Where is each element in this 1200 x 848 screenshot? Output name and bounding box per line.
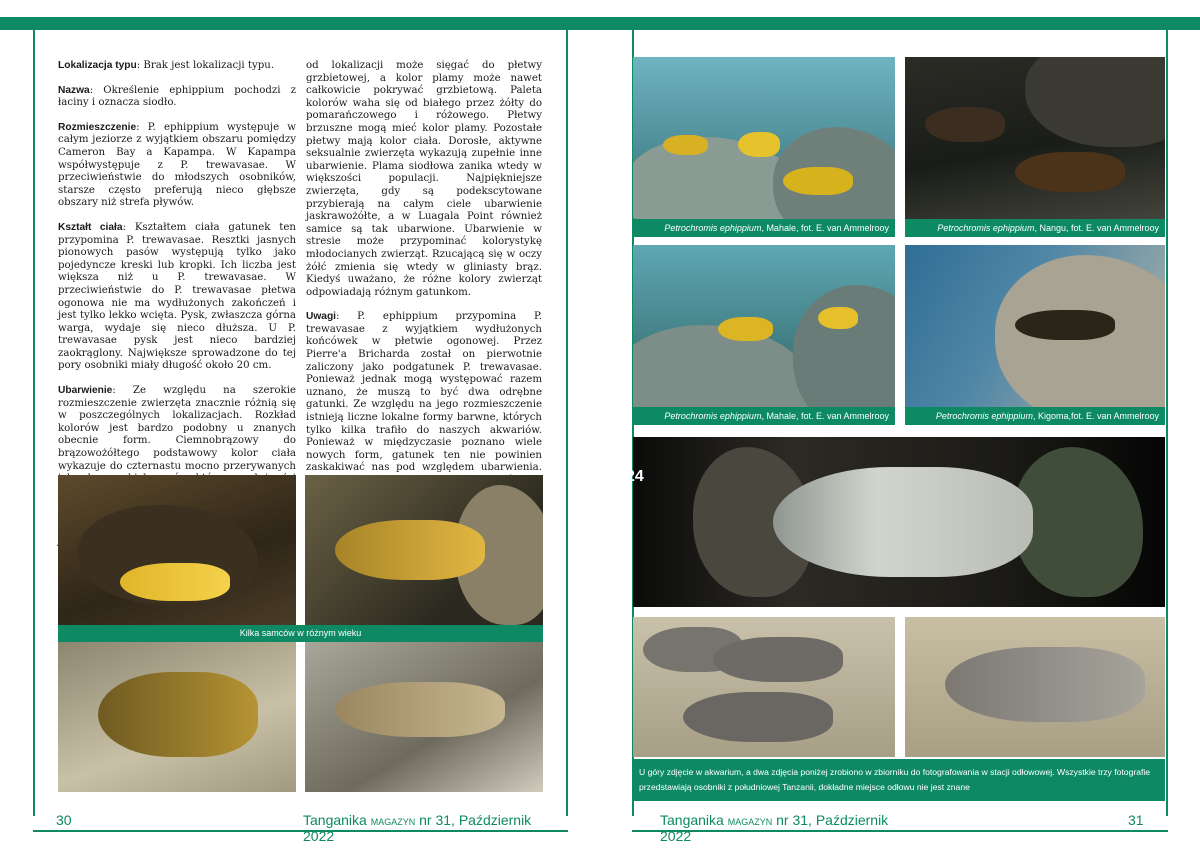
footer-line-left [33,830,568,832]
photo-yellow-male-cave [58,475,296,625]
paragraph-name: Nazwa: Określenie ephippium pochodzi z łaciny i oznacza siodło. [58,84,296,109]
photo-tank-single [905,617,1165,757]
photo-kigoma [905,245,1165,425]
paragraph-coloration: Ubarwienie: Ze względu na szerokie rozmieszczenie zwierzęta znacznie różnią się w poszczególnych lokalizacjach. Rozkład kolorów jest bardzo podobny u znanych obecnie form. Ciemnobrązowy do brązowożółtego podstawowy kolor ciała wykazuje do czternastu mocno przerywanych [58,385,296,472]
footer-line-right [632,830,1168,832]
left-page-border [33,30,35,816]
paragraph-coloration-cont: od lokalizacji może sięgać do płetwy grzbietowej, a kolor plamy może nawet całkowicie pokrywać grzbietową. Paleta kolorów waha się od białego przez żółty do pomarańczowego i różowego. Płetwy brzuszne mogą mieć kolor plamy. Pozostałe płetwy mają kolor ciała. Dorosłe, aktywne seksualnie zwierzęta wykazują zupełnie inne ubarwienie. Plama siodłowa zanika wtedy w większości populacji. Najpiękniejsze zwierzęta, gdy są podekscytowane przybierają na całym ciele ubarwienie jaskrawożółte, a w Luagala Point również samice są tak ubarwione. Ubarwienie w stresie może przypominać kolorystykę młodocianych zwierząt. Rzucającą się w oczy żółć zmienia się wtedy w gliniasty brąz. Kiedyś uważano, że różne kolory zwierząt odpowiadają różnym gatunkom. [306,60,542,298]
caption-photo-1: Petrochromis ephippium, Mahale, fot. E. van Ammelrooy [633,219,895,237]
caption-bottom-right: U góry zdjęcie w akwarium, a dwa zdjęcia poniżej zrobiono w zbiorniku do fotografowania w stacji odłowowej. Wszystkie trzy fotografie przedstawiają osobniki z południowej Tanzanii, dokładne miejsce odłowu nie jest znane [633,759,1165,801]
photo-tank-group [633,617,895,757]
left-spine-border [566,30,568,816]
paragraph-body-shape: Kształt ciała: Kształtem ciała gatunek ten przypomina P. trewavasae. Resztki jasnych pionowych pasów występują tylko jako pojedyncze kreski lub kropki. Ich liczba jest większa niż u P. trewavasae. W przeciwieństwie do P. trewavasae płetwa ogonowa nie ma wydłużonych zakończeń i jest tylko lekko wcięta. Pysk, zwłaszcza górna warga, wydaje się nieco dłuższa. U P. trewavasae pysk jest nieco bardziej zaokrąglony. Największe sprowadzone do tej pory osobniki miały długość około 20 cm. [58,221,296,372]
photo-nangu [905,57,1165,237]
photo-mahale-1 [633,57,895,237]
caption-photo-3: Petrochromis ephippium, Mahale, fot. E. van Ammelrooy [633,407,895,425]
right-page-border [1166,30,1168,816]
photo-mahale-2 [633,245,895,425]
paragraph-type-locality: Lokalizacja typu: Brak jest lokalizacji typu. [58,60,275,71]
photo-golden-male [305,475,543,625]
footer-right-title: Tanganika MAGAZYN nr 31, Październik 2022 [660,812,889,844]
paragraph-distribution: Rozmieszczenie: P. ephippium występuje w całym jeziorze z wyjątkiem obszaru pomiędzy Cameron Bay a Kapampa. W Kapampa współwystępuje z P. trewavasae. W przeciwieństwie do młodszych osobników, starsze często preferują nieco głębsze obszary niż strefa pływów. [58,121,296,209]
caption-photo-2: Petrochromis ephippium, Nangu, fot. E. van Ammelrooy [905,219,1165,237]
paragraph-notes: Uwagi: P. ephippium przypomina P. trewavasae z wyjątkiem wydłużonych końcówek w płetwie ogonowej. Przez Pierre'a Bricharda został on pierwotnie zaliczony jako podgatunek P. trewavasae. Ponieważ jednak mogą występować razem uznano, że muszą to być dwa odrębne gatunki. Ze względu na jego rozmieszczenie istnieją liczne lokalne formy barwne, których tylko kilka trafiło do naszych akwariów. Ponieważ w międzyczasie poznano wiele nowych form, gatunek ten nie powinien zaskakiwać nas pod względem ubarwienia. [306,311,542,474]
gutter-mark: 24 [626,468,644,485]
photo-olive-male [58,642,296,792]
footer-left-page-number: 30 [56,812,72,828]
photo-grey-male [305,642,543,792]
caption-photo-4: Petrochromis ephippium, Kigoma,fot. E. van Ammelrooy [905,407,1165,425]
footer-right-page-number: 31 [1128,812,1144,828]
caption-band-left: Kilka samców w różnym wieku [58,625,543,642]
top-green-bar [0,17,1200,30]
photo-aquarium-male [633,437,1165,607]
footer-left-title: Tanganika MAGAZYN nr 31, Październik 2022 [303,812,532,844]
